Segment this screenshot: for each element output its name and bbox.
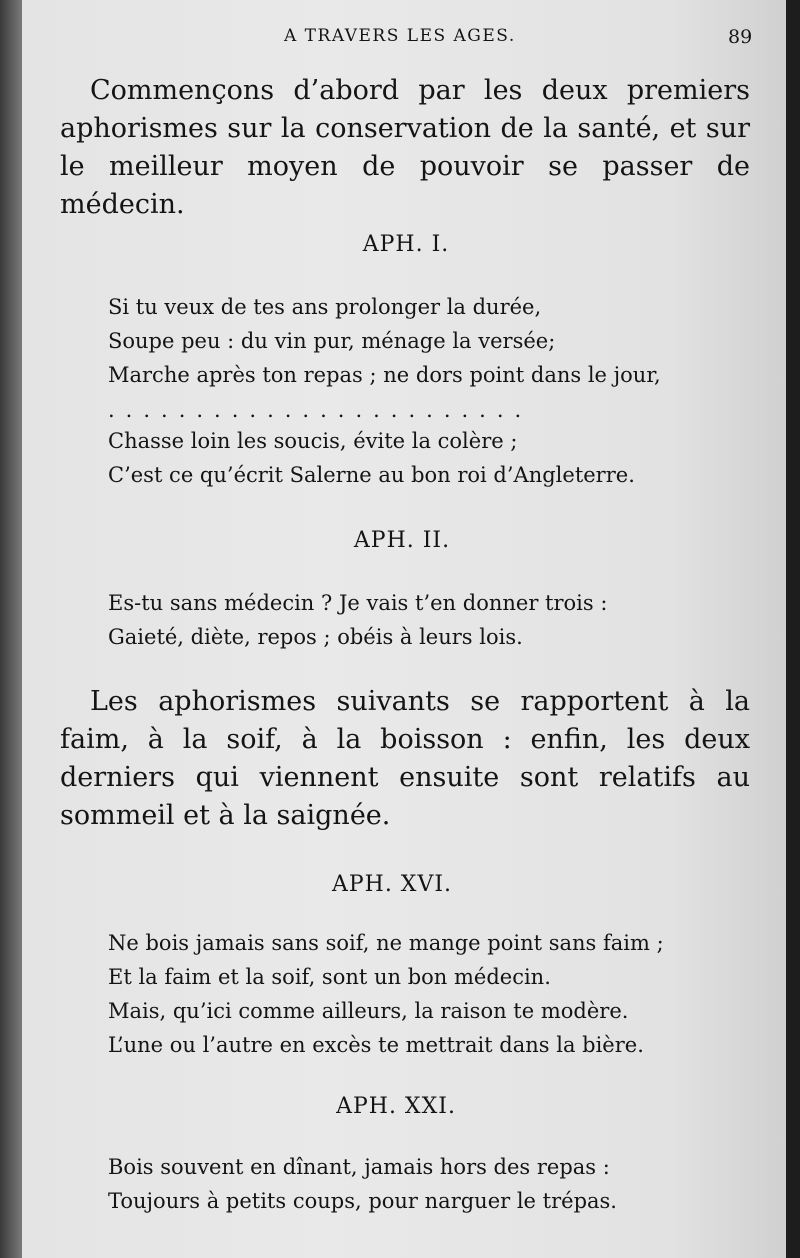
book-page xyxy=(22,0,786,1258)
transition-text: Les aphorismes suivants se rapportent à la faim, à la soif, à la boisson : enfin, les deux derniers qui viennent ensuite sont relatifs au sommeil et à la saignée. xyxy=(60,686,750,831)
verse-line: C’est ce qu’écrit Salerne au bon roi d’Angleterre. xyxy=(108,463,635,487)
aph2-verse xyxy=(108,586,607,654)
aph1-heading: APH. I. xyxy=(362,232,450,257)
scan-left-edge xyxy=(0,0,22,1258)
verse-line: Et la faim et la soif, sont un bon médecin. xyxy=(108,965,551,989)
intro-paragraph xyxy=(60,72,750,224)
verse-line: Toujours à petits coups, pour narguer le trépas. xyxy=(108,1189,617,1213)
aph2-heading: APH. II. xyxy=(353,528,451,553)
verse-line: Soupe peu : du vin pur, ménage la versée; xyxy=(108,329,556,353)
aph21-heading: APH. XXI. xyxy=(336,1094,456,1119)
intro-text: Commençons d’abord par les deux premiers aphorismes sur la conservation de la santé, et sur le meilleur moyen de pouvoir se passer de médecin. xyxy=(60,75,750,220)
verse-line: Bois souvent en dînant, jamais hors des repas : xyxy=(108,1155,610,1179)
running-head xyxy=(22,24,786,54)
aph16-heading: APH. XVI. xyxy=(331,872,453,897)
verse-line: Mais, qu’ici comme ailleurs, la raison te modère. xyxy=(108,999,629,1023)
verse-line: Si tu veux de tes ans prolonger la durée, xyxy=(108,295,542,319)
aph1-verse-after xyxy=(108,424,635,492)
scan-right-edge xyxy=(786,0,800,1258)
verse-line: Chasse loin les soucis, évite la colère ; xyxy=(108,429,518,453)
page-number: 89 xyxy=(728,26,753,48)
running-title: A TRAVERS LES AGES. xyxy=(284,26,516,46)
omission-dots: ........................ xyxy=(108,398,533,422)
aph21-verse xyxy=(108,1150,617,1218)
aph1-verse xyxy=(108,290,661,392)
verse-line: Gaieté, diète, repos ; obéis à leurs lois. xyxy=(108,625,523,649)
aph16-verse xyxy=(108,926,664,1062)
verse-line: Marche après ton repas ; ne dors point dans le jour, xyxy=(108,363,661,387)
verse-line: Ne bois jamais sans soif, ne mange point sans faim ; xyxy=(108,931,664,955)
transition-paragraph xyxy=(60,683,750,835)
verse-line: L’une ou l’autre en excès te mettrait dans la bière. xyxy=(108,1033,644,1057)
verse-line: Es-tu sans médecin ? Je vais t’en donner trois : xyxy=(108,591,608,615)
